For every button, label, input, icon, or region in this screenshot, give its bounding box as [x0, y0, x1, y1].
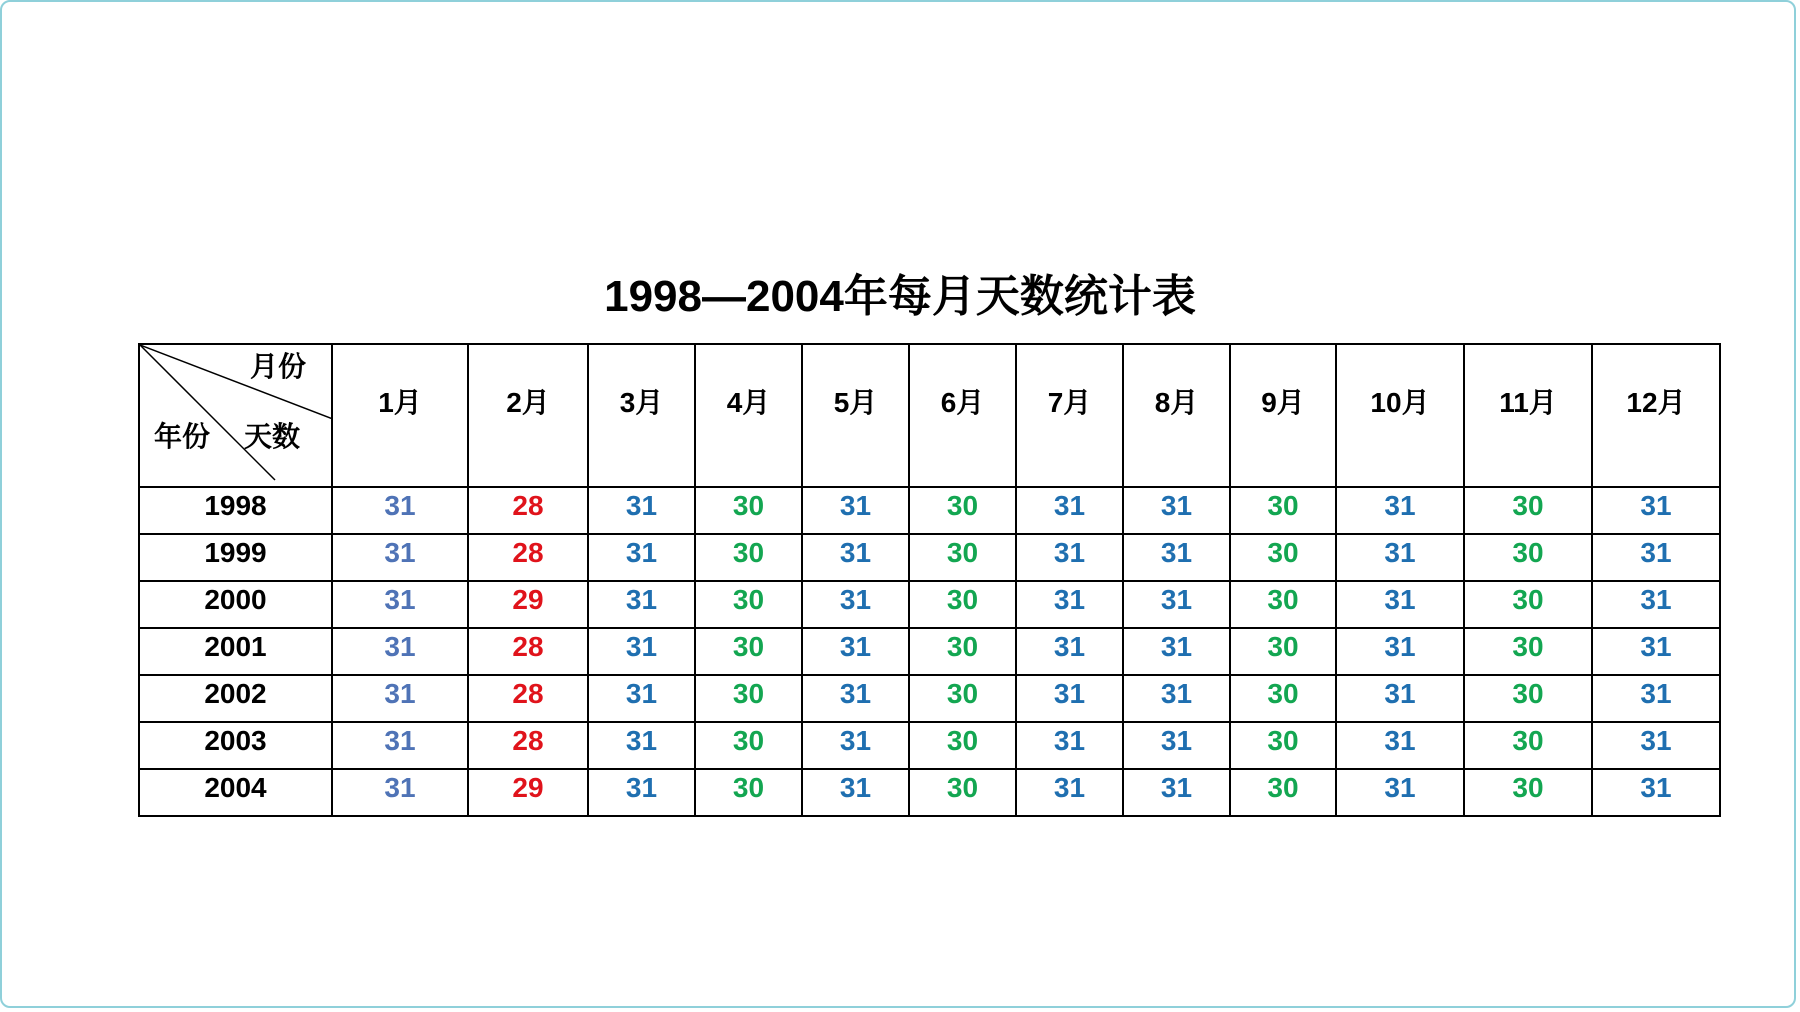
days-cell: 31: [588, 769, 695, 816]
days-cell: 30: [1464, 534, 1592, 581]
days-cell: 30: [1230, 769, 1336, 816]
days-cell: 30: [695, 581, 802, 628]
days-cell: 31: [1016, 722, 1123, 769]
days-cell: 28: [468, 722, 588, 769]
days-cell: 31: [1592, 722, 1720, 769]
days-cell: 30: [1230, 581, 1336, 628]
month-header-cell: [468, 344, 588, 487]
days-cell: 31: [588, 534, 695, 581]
days-cell: 31: [1016, 769, 1123, 816]
days-cell: 31: [588, 628, 695, 675]
days-cell: 31: [802, 628, 909, 675]
month-header-cell: [1464, 344, 1592, 487]
days-cell: 28: [468, 487, 588, 534]
days-cell: 31: [1123, 675, 1230, 722]
month-header-label: 4月: [726, 387, 771, 418]
month-header-cell: [332, 344, 468, 487]
days-cell: 30: [909, 769, 1016, 816]
month-header-cell: [802, 344, 909, 487]
days-cell: 30: [1230, 722, 1336, 769]
days-cell: 30: [909, 487, 1016, 534]
days-cell: 31: [1123, 534, 1230, 581]
days-cell: 31: [1592, 581, 1720, 628]
days-cell: 31: [1336, 628, 1464, 675]
year-cell: 1999: [139, 534, 332, 581]
days-cell: 31: [1123, 628, 1230, 675]
month-header-label: 6月: [940, 387, 985, 418]
corner-days-label: 天数: [244, 421, 301, 452]
month-header-cell: [695, 344, 802, 487]
days-cell: 31: [1123, 581, 1230, 628]
table-row: [139, 675, 1720, 722]
year-cell: 2000: [139, 581, 332, 628]
days-cell: 30: [695, 675, 802, 722]
days-cell: 31: [802, 581, 909, 628]
days-cell: 29: [468, 581, 588, 628]
table-row: [139, 487, 1720, 534]
month-header-cell: [1336, 344, 1464, 487]
year-cell: 1998: [139, 487, 332, 534]
days-cell: 30: [1230, 628, 1336, 675]
days-cell: 31: [1592, 628, 1720, 675]
corner-month-label: 月份: [250, 351, 307, 382]
days-cell: 31: [1592, 534, 1720, 581]
corner-header-cell: [139, 344, 332, 487]
days-cell: 31: [332, 487, 468, 534]
month-header-label: 2月: [506, 387, 550, 418]
days-cell: 30: [1464, 581, 1592, 628]
days-cell: 31: [332, 769, 468, 816]
days-cell: 30: [695, 487, 802, 534]
days-cell: 28: [468, 675, 588, 722]
days-cell: 31: [1123, 487, 1230, 534]
table-row: [139, 581, 1720, 628]
header-row: [139, 344, 1720, 487]
days-cell: 28: [468, 628, 588, 675]
days-cell: 31: [1336, 769, 1464, 816]
days-cell: 30: [909, 675, 1016, 722]
days-cell: 31: [1592, 675, 1720, 722]
days-cell: 31: [1592, 487, 1720, 534]
month-header-label: 10月: [1370, 387, 1430, 418]
corner-year-label: 年份: [154, 421, 211, 452]
days-cell: 31: [802, 769, 909, 816]
days-cell: 31: [332, 534, 468, 581]
days-cell: 31: [332, 628, 468, 675]
days-cell: 31: [588, 722, 695, 769]
days-cell: 30: [1230, 534, 1336, 581]
year-cell: 2004: [139, 769, 332, 816]
days-cell: 31: [588, 675, 695, 722]
days-cell: 30: [695, 534, 802, 581]
days-table: [138, 343, 1721, 817]
year-cell: 2002: [139, 675, 332, 722]
days-cell: 31: [802, 675, 909, 722]
days-cell: 30: [695, 628, 802, 675]
table-row: [139, 628, 1720, 675]
month-header-cell: [909, 344, 1016, 487]
days-cell: 31: [1016, 581, 1123, 628]
year-cell: 2001: [139, 628, 332, 675]
days-cell: 30: [1230, 487, 1336, 534]
year-cell: 2003: [139, 722, 332, 769]
table-row: [139, 534, 1720, 581]
days-cell: 30: [909, 628, 1016, 675]
days-cell: 31: [1336, 675, 1464, 722]
month-header-cell: [1592, 344, 1720, 487]
days-cell: 31: [802, 534, 909, 581]
days-cell: 31: [1592, 769, 1720, 816]
month-header-label: 11月: [1499, 387, 1557, 418]
month-header-label: 1月: [378, 387, 422, 418]
days-cell: 30: [909, 581, 1016, 628]
days-cell: 30: [909, 534, 1016, 581]
days-cell: 31: [1016, 675, 1123, 722]
month-header-cell: [1123, 344, 1230, 487]
month-header-label: 7月: [1047, 387, 1092, 418]
days-cell: 31: [1336, 534, 1464, 581]
days-cell: 30: [909, 722, 1016, 769]
month-header-cell: [588, 344, 695, 487]
days-cell: 30: [1230, 675, 1336, 722]
month-header-cell: [1230, 344, 1336, 487]
days-cell: 30: [1464, 675, 1592, 722]
days-cell: 30: [1464, 487, 1592, 534]
days-cell: 31: [1336, 581, 1464, 628]
page-title: 1998—2004年每月天数统计表: [604, 272, 1196, 321]
days-cell: 30: [1464, 769, 1592, 816]
month-header-label: 3月: [619, 387, 664, 418]
days-cell: 30: [1464, 722, 1592, 769]
days-cell: 31: [588, 581, 695, 628]
month-header-label: 5月: [833, 387, 878, 418]
table-row: [139, 769, 1720, 816]
days-cell: 31: [802, 487, 909, 534]
days-cell: 31: [1336, 722, 1464, 769]
days-cell: 28: [468, 534, 588, 581]
month-header-label: 12月: [1626, 387, 1686, 418]
days-cell: 30: [695, 722, 802, 769]
days-cell: 31: [332, 722, 468, 769]
days-cell: 31: [1336, 487, 1464, 534]
month-header-cell: [1016, 344, 1123, 487]
month-header-label: 9月: [1261, 387, 1305, 418]
days-cell: 30: [1464, 628, 1592, 675]
days-cell: 29: [468, 769, 588, 816]
days-cell: 31: [1016, 534, 1123, 581]
days-cell: 31: [802, 722, 909, 769]
days-cell: 31: [332, 675, 468, 722]
days-cell: 31: [1016, 487, 1123, 534]
days-cell: 31: [1123, 769, 1230, 816]
month-header-label: 8月: [1154, 387, 1199, 418]
days-cell: 31: [1016, 628, 1123, 675]
days-cell: 31: [1123, 722, 1230, 769]
days-cell: 31: [332, 581, 468, 628]
days-cell: 31: [588, 487, 695, 534]
days-cell: 30: [695, 769, 802, 816]
table-row: [139, 722, 1720, 769]
